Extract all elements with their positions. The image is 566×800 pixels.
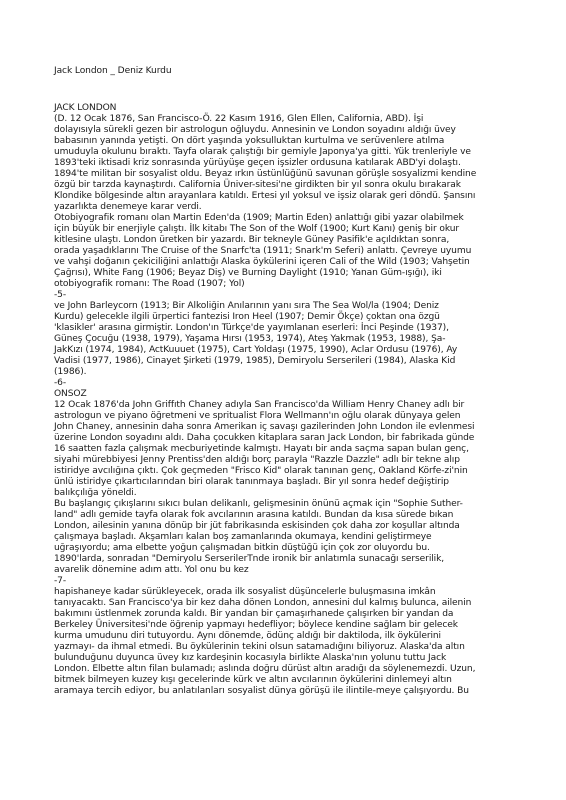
text-line: 12 Ocak 1876'da John Griffıth Chaney adıyla San Francisco'da William Henry Chaney adlı bir bbox=[54, 400, 465, 410]
text-line: -6- bbox=[54, 378, 67, 388]
text-line: Kurdu) gelecekle ilgili ürpertici fantezisi Iron Heel (1907; Demir Ökçe) çoktan ona özgü bbox=[54, 312, 440, 322]
text-line: avarelik dönemine adım attı. Yol onu bu kez bbox=[54, 565, 249, 575]
text-line: London, ailesinin yanına dönüp bir jüt fabrikasında eskisinden çok daha zor koşullar altında bbox=[54, 521, 460, 531]
document-body bbox=[54, 103, 516, 697]
text-line: dolayısıyla sürekli gezen bir astrologun oğluydu. Annesinin ve London soyadını aldığı üvey bbox=[54, 125, 456, 135]
text-line: uğraşıyordu; ama elbette yoğun çalışmadan bitkin düştüğü için çok zor oluyordu bu. bbox=[54, 543, 430, 553]
text-line: aramaya tercih ediyor, bu anlatılanları sosyalist dünya görüşü ile ilintile-meye çalışıyordu. Bu bbox=[54, 686, 469, 696]
text-line: ünlü istiridye çıkartıcılarından biri olarak tanınmaya başladı. Bir yıl sonra hedef değiştirip bbox=[54, 477, 449, 487]
text-line: için büyük bir enerjiyle çalıştı. İlk kitabı The Son of the Wolf (1900; Kurt Kanı) geniş bir okur bbox=[54, 224, 460, 234]
document-header-title: Jack London _ Deniz Kurdu bbox=[54, 66, 172, 76]
text-line: kitlesine ulaştı. London üretken bir yazardı. Bir tekneyle Güney Pasifik'e açıldıktan sonra, bbox=[54, 235, 450, 245]
text-line: (D. 12 Ocak 1876, San Francisco-Ö. 22 Kasım 1916, Glen Ellen, California, ABD). İşi bbox=[54, 114, 424, 124]
text-line: JakKızı (1974, 1984), ActKuuuet (1975), Cart Yoldaşı (1975, 1990), Aclar Ordusu (1976), Ay bbox=[54, 345, 458, 355]
text-line: Otobiyografik romanı olan Martin Eden'da (1909; Martin Eden) anlattığı gibi yazar olabilmek bbox=[54, 213, 464, 223]
text-line: otobiyografik romanı: The Road (1907; Yol) bbox=[54, 279, 245, 289]
text-line: yazarlıkta denemeye karar verdi. bbox=[54, 202, 202, 212]
text-line: astrologun ve piyano öğretmeni ve spritualist Flora Wellmann'ın oğlu olarak dünyaya gelen bbox=[54, 411, 461, 421]
text-line: (1986). bbox=[54, 367, 87, 377]
text-line: 'klasikler' arasına girmiştir. London'ın Türkçe'de yayımlanan eserleri: İnci Peşinde (1937), bbox=[54, 323, 449, 333]
text-line: -7- bbox=[54, 576, 67, 586]
text-line: bulunduğunu duyunca üvey kız kardeşinin kocasıyla birlikte Alaska'nın yolunu tuttu Jack bbox=[54, 653, 447, 663]
text-line: üzerine London soyadını aldı. Daha çocukken kitaplara saran Jack London, bir fabrikada günde bbox=[54, 433, 475, 443]
text-line: 1890'larda, sonradan "Demiryolu SerserilerTnde ironik bir anlatımla sunacağı serserilik, bbox=[54, 554, 445, 564]
text-line: babasının yanında yetişti. On dört yaşında yoksulluktan kurtulma ve serüvenlere atılma bbox=[54, 136, 445, 146]
text-line: özgü bir tarzda kaynaştırdı. California Üniver-sitesi'ne girdikten bir yıl sonra okulu bırakarak bbox=[54, 180, 461, 190]
text-line: bitmek bilmeyen kuzey kışı gecelerinde kürk ve altın avcılarının öykülerini dinlemeyi altın bbox=[54, 675, 452, 685]
text-line: 1893'teki iktisadi kriz sonrasında yürüyüşe geçen işsizler ordusuna katılarak ABD'yi dolaştı. bbox=[54, 158, 461, 168]
text-line: siyahi mürebbiyesi Jenny Prentiss'den aldığı borç parayla "Razzle Dazzle" adlı bir tekne alıp bbox=[54, 455, 460, 465]
text-line: istiridye avcılığına çıktı. Çok geçmeden "Frisco Kid" olarak tanınan genç, Oakland Körfe-zi'nin bbox=[54, 466, 468, 476]
text-line: 1894'te militan bir sosyalist oldu. Beyaz ırkın üstünlüğünü savunan görüşle sosyalizmi kendine bbox=[54, 169, 477, 179]
text-line: ve vahşi doğanın çekiciliğini anlattığı Alaska öykülerini içeren Cali of the Wild (1903; Vahşetin bbox=[54, 257, 470, 267]
text-line: yazmayı- da ihmal etmedi. Bu öykülerinin tekini olsun satamadığını biliyoruz. Alaska'da altın bbox=[54, 642, 465, 652]
text-line: land" adlı gemide tayfa olarak fok avcılarının arasına katıldı. Bundan da kısa sürede bıkan bbox=[54, 510, 454, 520]
text-line: London. Elbette altın filan bulamadı; aslında doğru dürüst altın aradığı da söylenemezdi. Uzun, bbox=[54, 664, 476, 674]
text-line: John Chaney, annesinin daha sonra Amerikan iç savaşı gazilerinden John London ile evlenmesi bbox=[54, 422, 475, 432]
text-line: 16 saatten fazla çalışmak mecburiyetinde kalmıştı. Hayatı bir anda saçma sapan bulan genç, bbox=[54, 444, 469, 454]
text-line: kurma umudunu diri tutuyordu. Aynı dönemde, ödünç aldığı bir daktiloda, ilk öykülerini bbox=[54, 631, 441, 641]
text-line: ONSOZ bbox=[54, 389, 87, 399]
text-line: bakımını üstlenmek zorunda kaldı. Bir yandan bir çamaşırhanede çalışırken bir yandan da bbox=[54, 609, 454, 619]
text-line: Çağrısı), White Fang (1906; Beyaz Diş) ve Burning Daylight (1910; Yanan Güm-ışığı), iki bbox=[54, 268, 442, 278]
document-page bbox=[54, 66, 516, 697]
text-line: ve John Barleycorn (1913; Bir Alkoliğin Anılarının yanı sıra The Sea Wol/la (1904; Deniz bbox=[54, 301, 439, 311]
text-line: umuduyla okulunu bıraktı. Tayfa olarak çalıştığı bir gemiyle Japonya'ya gitti. Yük trenleriyle ve bbox=[54, 147, 471, 157]
text-line: tanıyacaktı. San Francisco'ya bir kez daha dönen London, annesini dul kalmış bulunca, ailenin bbox=[54, 598, 472, 608]
text-line: JACK LONDON bbox=[54, 103, 117, 113]
text-line: -5- bbox=[54, 290, 67, 300]
text-line: Vadisi (1977, 1986), Cinayet Şirketi (1979, 1985), Demiryolu Serserileri (1984), Alaska Kid bbox=[54, 356, 456, 366]
text-line: Berkeley Üniversitesi'nde öğrenip yapmayı hedefliyor; böylece kendine sağlam bir gelecek bbox=[54, 620, 458, 630]
text-line: Bu başlangıç çıkışlarını sıkıcı bulan delikanlı, gelişmesinin önünü açmak için "Sophie Suther- bbox=[54, 499, 463, 509]
text-line: çalışmaya başladı. Akşamları kalan boş zamanlarında okumaya, kendini geliştirmeye bbox=[54, 532, 432, 542]
text-line: Klondike bölgesinde altın arayanlara katıldı. Ertesi yıl yoksul ve işsiz olarak geri döndü. Şansını bbox=[54, 191, 476, 201]
text-line: orada yaşadıklarını The Cruise of the Snarfc'ta (1911; Snark'm Seferi) anlattı. Çevreye uyumu bbox=[54, 246, 472, 256]
text-line: Güneş Çocuğu (1938, 1979), Yaşama Hırsı (1953, 1974), Ateş Yakmak (1953, 1988), Şa- bbox=[54, 334, 446, 344]
text-line: balıkçılığa yöneldi. bbox=[54, 488, 137, 498]
text-line: hapishaneye kadar sürükleyecek, orada ilk sosyalist düşüncelerle buluşmasına imkân bbox=[54, 587, 436, 597]
